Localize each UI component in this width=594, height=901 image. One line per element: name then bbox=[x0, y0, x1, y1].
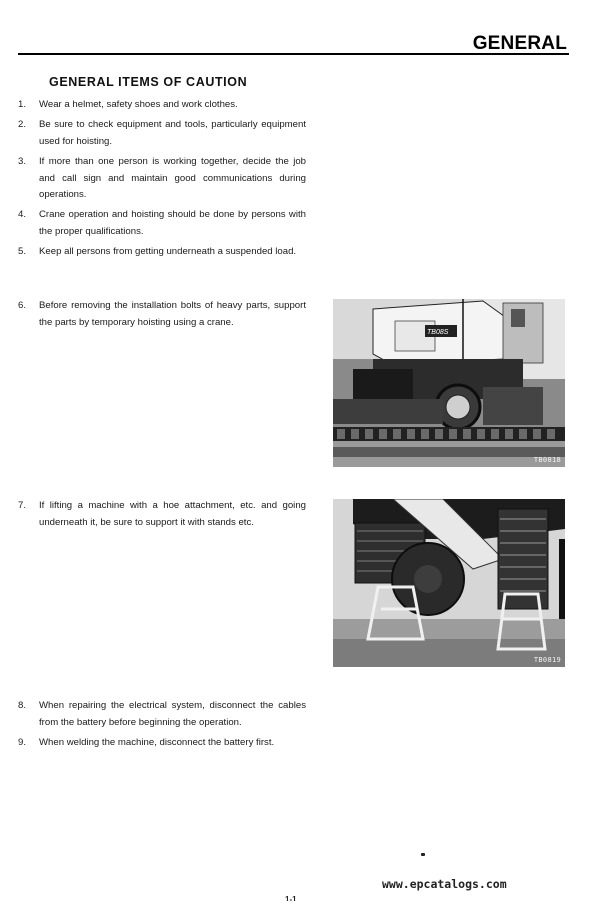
list-item bbox=[18, 298, 306, 331]
item-text: Crane operation and hoisting should be done by persons with the proper qualifications. bbox=[39, 209, 306, 237]
item-number: 1. bbox=[18, 99, 27, 110]
list-item bbox=[18, 244, 306, 261]
page-header-title: GENERAL bbox=[472, 33, 567, 54]
item-number: 9. bbox=[18, 737, 27, 748]
item-text: If more than one person is working together, decide the job and call sign and maintain good communications during operations. bbox=[39, 156, 306, 200]
list-item bbox=[18, 735, 306, 752]
item-number: 4. bbox=[18, 209, 27, 220]
list-item bbox=[18, 698, 306, 731]
item-number: 5. bbox=[18, 246, 27, 257]
photo-code: TB0818 bbox=[533, 456, 561, 464]
list-item bbox=[18, 498, 306, 531]
crane-hoisting-photo bbox=[333, 299, 565, 467]
list-item bbox=[18, 117, 306, 150]
item-text: Wear a helmet, safety shoes and work clothes. bbox=[39, 99, 238, 110]
photo-code: TB0819 bbox=[533, 656, 561, 664]
item-number: 3. bbox=[18, 156, 27, 167]
item-text: When repairing the electrical system, disconnect the cables from the battery before beginning the operation. bbox=[39, 700, 306, 728]
item-number: 7. bbox=[18, 500, 27, 511]
machine-model-label: TB08S bbox=[427, 329, 449, 336]
list-item bbox=[18, 97, 306, 114]
machine-on-stands-photo-icon bbox=[333, 499, 565, 667]
item-text: Before removing the installation bolts of heavy parts, support the parts by temporary hoisting using a crane. bbox=[39, 300, 306, 328]
footer-url[interactable]: www.epcatalogs.com bbox=[382, 877, 507, 891]
list-item bbox=[18, 154, 306, 204]
item-text: If lifting a machine with a hoe attachment, etc. and going underneath it, be sure to support it with stands etc. bbox=[39, 500, 306, 528]
machine-on-stands-photo bbox=[333, 499, 565, 667]
item-number: 2. bbox=[18, 119, 27, 130]
page-number: 1-1 bbox=[285, 895, 297, 901]
item-number: 6. bbox=[18, 300, 27, 311]
list-item bbox=[18, 207, 306, 240]
section-title: GENERAL ITEMS OF CAUTION bbox=[49, 75, 248, 89]
item-text: When welding the machine, disconnect the battery first. bbox=[39, 737, 275, 748]
crane-hoisting-excavator-photo-icon bbox=[333, 299, 565, 467]
header-rule bbox=[18, 53, 569, 55]
item-text: Be sure to check equipment and tools, particularly equipment used for hoisting. bbox=[39, 119, 306, 147]
item-text: Keep all persons from getting underneath a suspended load. bbox=[39, 246, 297, 257]
small-mark bbox=[421, 853, 425, 856]
item-number: 8. bbox=[18, 700, 27, 711]
